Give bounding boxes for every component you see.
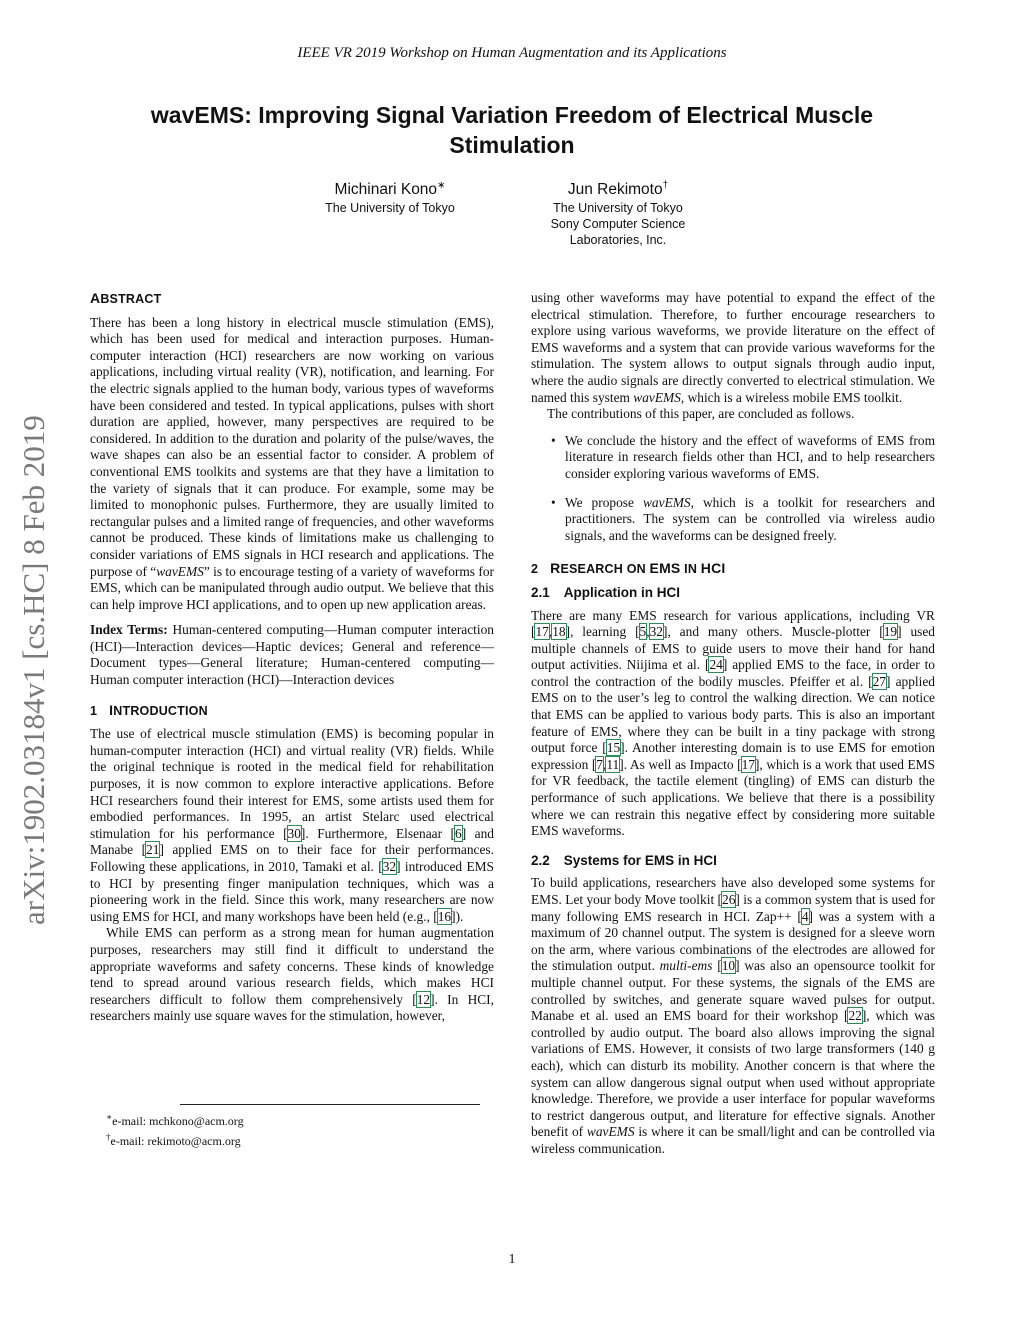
subsection-2-1-text: There are many EMS research for various applications, including VR [17,18], learning [5,32], and many others. Muscle-plotter [19] used multiple channels of EMS to guide users to move their hand for hand output activities. Niijima et al. [24] applied EMS to the face, in order to control the contraction of the bodily muscles. Pfeiffer et al. [27] applied EMS on to the user’s leg to control the walking direction. We can notice that EMS can be applied to various body parts. This is also an important feature of EMS, where they can be built in a tiny package with strong output force [15]. Another interesting domain is to use EMS for emotion expression [7,11]. As well as Impacto [17], which is a work that used EMS for VR feedback, the tactile element (tingling) of EMS can disturb the performance of such applications. We believe that there is a possibility where we can restrain this negative effect by considering more suitable EMS waveforms. [531,607,935,839]
citation-32[interactable]: 32 [649,624,663,640]
intro-heading: 1 INTRODUCTION [90,701,208,718]
section-2-heading: 2 RESEARCH ON EMS IN HCI [531,560,726,577]
citation-12[interactable]: 12 [416,991,431,1007]
citation-16[interactable]: 16 [437,908,452,924]
index-terms: Index Terms: Human-centered computing—Human computer interaction (HCI)—Interaction devices—Haptic devices; General and reference—Document types—General literature; Human-centered computing—Human computer interaction (HCI)—Interaction devices [90,622,494,688]
intro-paragraph-2: While EMS can perform as a strong mean for human augmentation purposes, researchers may still find it difficult to understand the appropriate waveforms and safety concerns. These kinds of knowledge tend to spread around various research fields, which makes HCI researchers difficult to follow them comprehensively [12]. In HCI, researchers mainly use square waves for the stimulation, however, [90,925,494,1024]
right-column [531,290,935,1158]
citation-22[interactable]: 22 [848,1008,862,1024]
left-column [90,290,494,1025]
citation-30[interactable]: 30 [287,825,301,841]
citation-27[interactable]: 27 [872,673,886,689]
citation-26[interactable]: 26 [722,892,736,907]
citation-21[interactable]: 21 [146,842,160,858]
citation-4[interactable]: 4 [801,908,809,924]
author-2-affiliation-1: The University of Tokyo [553,201,683,216]
citation-11[interactable]: 11 [606,756,620,772]
abstract-text: There has been a long history in electrical muscle stimulation (EMS), which has been used for medical and interaction purposes. Human-computer interaction (HCI) researchers are now working on various applications, including virtual reality (VR), notification, and learning. For the electric signals applied to the human body, various types of waveforms have been considered and tested. In typical applications, pulses with short duration are applied, however, many perspectives are required to be considered. In addition to the duration and polarity of the pulse/waves, the wave shapes can also be an essential factor to consider. A problem of conventional EMS toolkits and systems are that they have a limitation to the variety of signals that it can produce. For example, some may be limited to monophonic pulses. Furthermore, they are usually limited to rectangular pulses and a limited range of frequencies, and other waveforms cannot be produced. These kinds of limitations make us challenging to consider variations of EMS signals in HCI research and applications. The purpose of “wavEMS” is to encourage testing of a variety of waveforms for EMS, which can be manipulated through audio output. We believe that this can help improve HCI applications, and to open up new application areas. [90,314,494,612]
contributions-list [531,433,935,545]
contribution-item: • We conclude the history and the effect of waveforms of EMS from literature in research fields other than HCI, and to help researchers consider exploring various waveforms of EMS. [551,432,935,481]
author-1-affiliation: The University of Tokyo [325,201,455,216]
subsection-2-2-text: To build applications, researchers have also developed some systems for EMS. Let your body Move toolkit [26] is a common system that is used for many following EMS research in HCI. Zap++ [4] was a system with a maximum of 20 channel output. The system is designed for a sleeve worn on the arm, where various combinations of the electrodes are allowed for the stimulation output. multi-ems [10] was also an opensource toolkit for multiple channel output. For these systems, the signals of the EMS are controlled by switches, and generate square waved pulses for output. Manabe et al. used an EMS board for their workshop [22], which was controlled by audio output. The board also allows improving the signal variations of EMS. However, it consists of two large transformers (140 g each), which can disturb its mobility. Another concern is that where the system can allow dangerous signal output when used without appropriate knowledge. Therefore, we provide a user interface for popular waveforms to restrict dangerous output, and literature for effective signals. Another benefit of wavEMS is where it can be small/light and can be controlled via wireless communication. [531,875,936,1156]
arxiv-stamp: arXiv:1902.03184v1 [cs.HC] 8 Feb 2019 [16,415,51,925]
footnote-1: ∗e-mail: mchkono@acm.org [106,1112,244,1128]
footnotes [90,1104,494,1149]
venue-header: IEEE VR 2019 Workshop on Human Augmentation and its Applications [297,45,727,61]
footnote-2: †e-mail: rekimoto@acm.org [106,1131,241,1148]
abstract-heading: ABSTRACT [90,290,162,306]
citation-24[interactable]: 24 [709,657,723,673]
citation-7[interactable]: 7 [596,756,603,772]
author-2-affiliation-2: Sony Computer Science [550,217,686,232]
citation-6[interactable]: 6 [455,825,462,841]
citation-19[interactable]: 19 [883,624,898,640]
citation-32[interactable]: 32 [382,859,397,874]
citation-15[interactable]: 15 [606,740,621,756]
author-1-name: Michinari Kono∗ [334,180,446,199]
author-1 [290,176,490,216]
page-number: 1 [508,1252,516,1267]
author-2-affiliation-3: Laboratories, Inc. [569,233,667,248]
subsection-2-2-heading: 2.2 Systems for EMS in HCI [531,852,717,868]
contributions-intro: The contributions of this paper, are concluded as follows. [547,406,855,422]
author-2-name: Jun Rekimoto† [567,180,669,199]
intro-paragraph-3: using other waveforms may have potential to expand the effect of the electrical stimulation. Therefore, to further encourage researchers to explore using various waveforms, we provide literature on the effect of EMS waveforms and a system that can provide various waveforms for the stimulation. The system allows to output signals through audio input, where the audio signals are directly converted to electrical stimulation. We named this system wavEMS, which is a wireless mobile EMS toolkit. [531,290,935,405]
citation-17[interactable]: 17 [535,624,549,640]
contribution-item: • We propose wavEMS, which is a toolkit for researchers and practitioners. The system can be controlled via wireless audio signals, and the waveforms can be designed freely. [551,494,935,543]
citation-5[interactable]: 5 [639,624,647,640]
intro-paragraph-1: The use of electrical muscle stimulation (EMS) is becoming popular in human-computer interaction (HCI) and virtual reality (VR) fields. While the original technique is rooted in the medical field for rehabilitation purposes, it is now common to explore interactive applications. Before HCI researchers found their interest for EMS, some artists used them for embodied performances. In 1995, an artist Stelarc used electrical stimulation for his performance [30]. Furthermore, Elsenaar [6] and Manabe [21] applied EMS on to their face for their performances. Following these applications, in 2010, Tamaki et al. [32] introduced EMS to HCI by presenting finger manipulation techniques, which was a pioneering work in the field. Since this work, many researchers are now using EMS for HCI, and many workshops have been held (e.g., [16]). [90,726,494,924]
footnote-rule [180,1104,480,1105]
subsection-2-1-heading: 2.1 Application in HCI [531,584,681,600]
author-2 [518,176,718,248]
citation-10[interactable]: 10 [721,958,736,974]
citation-18[interactable]: 18 [552,624,566,640]
citation-17[interactable]: 17 [741,756,755,772]
paper-title: wavEMS: Improving Signal Variation Freedom of Electrical Muscle Stimulation [150,102,874,158]
